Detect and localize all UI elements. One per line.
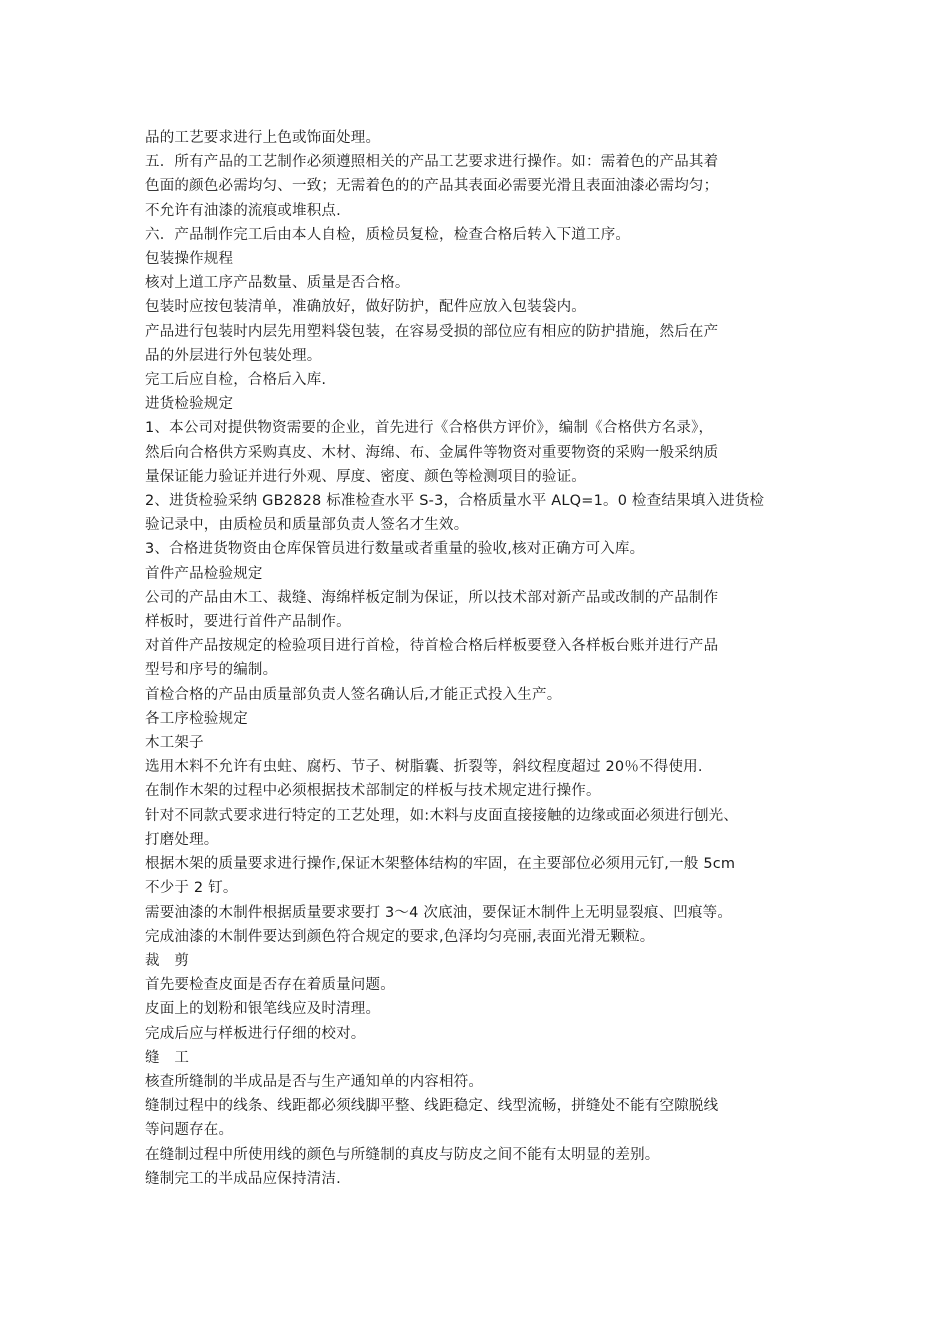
- text-line: 需要油漆的木制件根据质量要求要打 3～4 次底油，要保证木制件上无明显裂痕、凹痕等。: [145, 904, 733, 921]
- text-line: 3、合格进货物资由仓库保管员进行数量或者重量的验收,核对正确方可入库。: [145, 541, 645, 558]
- text-line: 等问题存在。: [145, 1122, 234, 1139]
- text-line: 首件产品检验规定: [145, 565, 263, 582]
- text-line: 在缝制过程中所使用线的颜色与所缝制的真皮与防皮之间不能有太明显的差别。: [145, 1146, 660, 1163]
- text-line: 验记录中，由质检员和质量部负责人签名才生效。: [145, 517, 469, 534]
- text-line: 缝 工: [145, 1049, 190, 1066]
- text-line: 然后向合格供方采购真皮、木材、海绵、布、金属件等物资对重要物资的采购一般采纳质: [145, 444, 719, 461]
- text-line: 缝制完工的半成品应保持清洁.: [145, 1170, 341, 1187]
- text-line: 公司的产品由木工、裁缝、海绵样板定制为保证，所以技术部对新产品或改制的产品制作: [145, 589, 719, 606]
- text-line: 完工后应自检，合格后入库.: [145, 372, 327, 389]
- text-line: 进货检验规定: [145, 396, 234, 413]
- text-line: 核对上道工序产品数量、质量是否合格。: [145, 275, 410, 292]
- text-line: 根据木架的质量要求进行操作,保证木架整体结构的牢固，在主要部位必须用元钉,一般 5cm: [145, 856, 736, 873]
- text-line: 型号和序号的编制。: [145, 662, 278, 679]
- text-line: 核查所缝制的半成品是否与生产通知单的内容相符。: [145, 1073, 484, 1090]
- text-line: 2、进货检验采纳 GB2828 标准检查水平 S-3，合格质量水平 ALQ=1。0 检查结果填入进货检: [145, 493, 765, 510]
- text-line: 1、本公司对提供物资需要的企业，首先进行《合格供方评价》，编制《合格供方名录》，: [145, 420, 714, 437]
- text-line: 五．所有产品的工艺制作必须遵照相关的产品工艺要求进行操作。如：需着色的产品其着: [145, 154, 719, 171]
- text-line: 在制作木架的过程中必须根据技术部制定的样板与技术规定进行操作。: [145, 783, 601, 800]
- text-line: 包装时应按包装清单，准确放好，做好防护，配件应放入包装袋内。: [145, 299, 586, 316]
- text-line: 木工架子: [145, 735, 204, 752]
- document-body: [145, 126, 817, 1191]
- text-line: 样板时，要进行首件产品制作。: [145, 614, 351, 631]
- text-line: 各工序检验规定: [145, 710, 248, 727]
- text-line: 对首件产品按规定的检验项目进行首检，待首检合格后样板要登入各样板台账并进行产品: [145, 638, 719, 655]
- text-line: 包装操作规程: [145, 251, 234, 268]
- text-line: 不少于 2 钉。: [145, 880, 238, 897]
- text-line: 裁 剪: [145, 952, 190, 969]
- text-line: 完成油漆的木制件要达到颜色符合规定的要求,色泽均匀亮丽,表面光滑无颗粒。: [145, 928, 655, 945]
- text-line: 品的工艺要求进行上色或饰面处理。: [145, 130, 381, 146]
- text-line: 首检合格的产品由质量部负责人签名确认后,才能正式投入生产。: [145, 686, 562, 703]
- text-line: 产品进行包装时内层先用塑料袋包装，在容易受损的部位应有相应的防护措施，然后在产: [145, 323, 719, 340]
- text-line: 首先要检查皮面是否存在着质量问题。: [145, 977, 395, 994]
- text-line: 色面的颜色必需均匀、一致；无需着色的的产品其表面必需要光滑且表面油漆必需均匀；: [145, 178, 719, 195]
- text-line: 打磨处理。: [145, 831, 219, 848]
- text-line: 皮面上的划粉和银笔线应及时清理。: [145, 1001, 381, 1018]
- text-line: 量保证能力验证并进行外观、厚度、密度、颜色等检测项目的验证。: [145, 468, 586, 485]
- text-line: 缝制过程中的线条、线距都必须线脚平整、线距稳定、线型流畅，拼缝处不能有空隙脱线: [145, 1098, 719, 1115]
- text-line: 不允许有油漆的流痕或堆积点.: [145, 202, 341, 219]
- text-line: 选用木料不允许有虫蛀、腐朽、节子、树脂囊、折裂等，斜纹程度超过 20％不得使用.: [145, 759, 703, 776]
- text-line: 品的外层进行外包装处理。: [145, 347, 322, 364]
- text-line: 六．产品制作完工后由本人自检，质检员复检，检查合格后转入下道工序。: [145, 226, 631, 243]
- text-line: 针对不同款式要求进行特定的工艺处理，如:木料与皮面直接接触的边缘或面必须进行刨光、: [145, 807, 739, 824]
- text-line: 完成后应与样板进行仔细的校对。: [145, 1025, 366, 1042]
